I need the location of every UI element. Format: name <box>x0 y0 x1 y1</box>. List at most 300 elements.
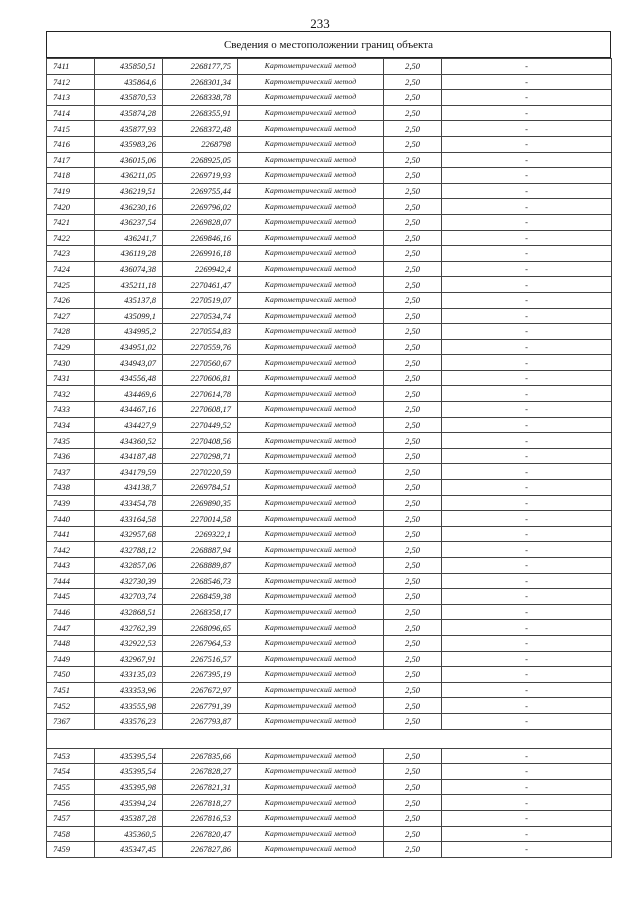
method-cell: Картометрический метод <box>238 511 384 527</box>
point-number-cell: 7447 <box>47 620 95 636</box>
note-cell: - <box>442 748 612 764</box>
table-row <box>47 152 612 168</box>
method-cell: Картометрический метод <box>238 152 384 168</box>
x-coordinate-cell: 434360,52 <box>95 433 163 449</box>
x-coordinate-cell: 435099,1 <box>95 308 163 324</box>
method-cell: Картометрический метод <box>238 230 384 246</box>
note-cell: - <box>442 355 612 371</box>
point-number-cell: 7418 <box>47 168 95 184</box>
table-row <box>47 713 612 729</box>
method-cell: Картометрический метод <box>238 168 384 184</box>
precision-cell: 2,50 <box>384 168 442 184</box>
table-row <box>47 324 612 340</box>
precision-cell: 2,50 <box>384 386 442 402</box>
point-number-cell: 7429 <box>47 339 95 355</box>
y-coordinate-cell: 2267395,19 <box>163 667 238 683</box>
precision-cell: 2,50 <box>384 59 442 75</box>
point-number-cell: 7444 <box>47 573 95 589</box>
table-row <box>47 464 612 480</box>
y-coordinate-cell: 2270560,67 <box>163 355 238 371</box>
note-cell: - <box>442 90 612 106</box>
point-number-cell: 7448 <box>47 635 95 651</box>
note-cell: - <box>442 810 612 826</box>
point-number-cell: 7367 <box>47 713 95 729</box>
point-number-cell: 7420 <box>47 199 95 215</box>
method-cell: Картометрический метод <box>238 136 384 152</box>
y-coordinate-cell: 2267816,53 <box>163 810 238 826</box>
y-coordinate-cell: 2270298,71 <box>163 448 238 464</box>
point-number-cell: 7436 <box>47 448 95 464</box>
method-cell: Картометрический метод <box>238 779 384 795</box>
x-coordinate-cell: 435395,54 <box>95 748 163 764</box>
y-coordinate-cell: 2268887,94 <box>163 542 238 558</box>
method-cell: Картометрический метод <box>238 526 384 542</box>
point-number-cell: 7435 <box>47 433 95 449</box>
table-row <box>47 90 612 106</box>
method-cell: Картометрический метод <box>238 542 384 558</box>
point-number-cell: 7428 <box>47 324 95 340</box>
x-coordinate-cell: 432857,06 <box>95 558 163 574</box>
y-coordinate-cell: 2268355,91 <box>163 105 238 121</box>
method-cell: Картометрический метод <box>238 105 384 121</box>
table-row <box>47 136 612 152</box>
table-row <box>47 842 612 858</box>
x-coordinate-cell: 434995,2 <box>95 324 163 340</box>
note-cell: - <box>442 370 612 386</box>
y-coordinate-cell: 2268546,73 <box>163 573 238 589</box>
table-row <box>47 748 612 764</box>
y-coordinate-cell: 2268338,78 <box>163 90 238 106</box>
y-coordinate-cell: 2270408,56 <box>163 433 238 449</box>
precision-cell: 2,50 <box>384 573 442 589</box>
x-coordinate-cell: 432762,39 <box>95 620 163 636</box>
method-cell: Картометрический метод <box>238 764 384 780</box>
y-coordinate-cell: 2269796,02 <box>163 199 238 215</box>
precision-cell: 2,50 <box>384 433 442 449</box>
x-coordinate-cell: 435864,6 <box>95 74 163 90</box>
note-cell: - <box>442 230 612 246</box>
method-cell: Картометрический метод <box>238 417 384 433</box>
note-cell: - <box>442 511 612 527</box>
precision-cell: 2,50 <box>384 417 442 433</box>
x-coordinate-cell: 433135,03 <box>95 667 163 683</box>
method-cell: Картометрический метод <box>238 370 384 386</box>
x-coordinate-cell: 433555,98 <box>95 698 163 714</box>
point-number-cell: 7433 <box>47 402 95 418</box>
method-cell: Картометрический метод <box>238 324 384 340</box>
point-number-cell: 7459 <box>47 842 95 858</box>
note-cell: - <box>442 386 612 402</box>
note-cell: - <box>442 651 612 667</box>
x-coordinate-cell: 435850,51 <box>95 59 163 75</box>
table-gap <box>47 729 612 748</box>
table-row <box>47 370 612 386</box>
y-coordinate-cell: 2270559,76 <box>163 339 238 355</box>
precision-cell: 2,50 <box>384 121 442 137</box>
note-cell: - <box>442 74 612 90</box>
x-coordinate-cell: 434951,02 <box>95 339 163 355</box>
point-number-cell: 7413 <box>47 90 95 106</box>
table-row <box>47 480 612 496</box>
method-cell: Картометрический метод <box>238 620 384 636</box>
x-coordinate-cell: 435394,24 <box>95 795 163 811</box>
table-row <box>47 433 612 449</box>
y-coordinate-cell: 2267964,53 <box>163 635 238 651</box>
method-cell: Картометрический метод <box>238 402 384 418</box>
precision-cell: 2,50 <box>384 183 442 199</box>
note-cell: - <box>442 433 612 449</box>
point-number-cell: 7425 <box>47 277 95 293</box>
table-row <box>47 402 612 418</box>
method-cell: Картометрический метод <box>238 795 384 811</box>
y-coordinate-cell: 2268798 <box>163 136 238 152</box>
precision-cell: 2,50 <box>384 842 442 858</box>
precision-cell: 2,50 <box>384 511 442 527</box>
note-cell: - <box>442 105 612 121</box>
x-coordinate-cell: 434556,48 <box>95 370 163 386</box>
point-number-cell: 7412 <box>47 74 95 90</box>
x-coordinate-cell: 435395,98 <box>95 779 163 795</box>
precision-cell: 2,50 <box>384 370 442 386</box>
y-coordinate-cell: 2267820,47 <box>163 826 238 842</box>
precision-cell: 2,50 <box>384 277 442 293</box>
precision-cell: 2,50 <box>384 495 442 511</box>
note-cell: - <box>442 795 612 811</box>
y-coordinate-cell: 2268096,65 <box>163 620 238 636</box>
y-coordinate-cell: 2269890,35 <box>163 495 238 511</box>
table-row <box>47 214 612 230</box>
y-coordinate-cell: 2269719,93 <box>163 168 238 184</box>
note-cell: - <box>442 842 612 858</box>
point-number-cell: 7456 <box>47 795 95 811</box>
precision-cell: 2,50 <box>384 542 442 558</box>
x-coordinate-cell: 436119,28 <box>95 246 163 262</box>
note-cell: - <box>442 292 612 308</box>
y-coordinate-cell: 2268889,87 <box>163 558 238 574</box>
table-row <box>47 779 612 795</box>
precision-cell: 2,50 <box>384 604 442 620</box>
note-cell: - <box>442 826 612 842</box>
table-row <box>47 620 612 636</box>
point-number-cell: 7430 <box>47 355 95 371</box>
table-row <box>47 698 612 714</box>
precision-cell: 2,50 <box>384 246 442 262</box>
method-cell: Картометрический метод <box>238 604 384 620</box>
precision-cell: 2,50 <box>384 667 442 683</box>
method-cell: Картометрический метод <box>238 433 384 449</box>
precision-cell: 2,50 <box>384 292 442 308</box>
x-coordinate-cell: 434427,9 <box>95 417 163 433</box>
method-cell: Картометрический метод <box>238 214 384 230</box>
method-cell: Картометрический метод <box>238 90 384 106</box>
table-row <box>47 121 612 137</box>
coordinates-table <box>46 58 612 858</box>
y-coordinate-cell: 2269942,4 <box>163 261 238 277</box>
y-coordinate-cell: 2268925,05 <box>163 152 238 168</box>
point-number-cell: 7455 <box>47 779 95 795</box>
note-cell: - <box>442 152 612 168</box>
table-row <box>47 495 612 511</box>
point-number-cell: 7417 <box>47 152 95 168</box>
note-cell: - <box>442 526 612 542</box>
y-coordinate-cell: 2270608,17 <box>163 402 238 418</box>
gap-cell <box>47 729 612 748</box>
x-coordinate-cell: 433164,58 <box>95 511 163 527</box>
y-coordinate-cell: 2267672,97 <box>163 682 238 698</box>
note-cell: - <box>442 199 612 215</box>
x-coordinate-cell: 435347,45 <box>95 842 163 858</box>
point-number-cell: 7449 <box>47 651 95 667</box>
x-coordinate-cell: 434943,07 <box>95 355 163 371</box>
precision-cell: 2,50 <box>384 651 442 667</box>
method-cell: Картометрический метод <box>238 682 384 698</box>
y-coordinate-cell: 2270014,58 <box>163 511 238 527</box>
precision-cell: 2,50 <box>384 682 442 698</box>
note-cell: - <box>442 620 612 636</box>
method-cell: Картометрический метод <box>238 59 384 75</box>
y-coordinate-cell: 2270606,81 <box>163 370 238 386</box>
x-coordinate-cell: 432922,53 <box>95 635 163 651</box>
page-number: 233 <box>310 16 330 31</box>
coordinates-sheet <box>46 31 611 858</box>
x-coordinate-cell: 435870,53 <box>95 90 163 106</box>
table-row <box>47 308 612 324</box>
x-coordinate-cell: 436230,16 <box>95 199 163 215</box>
x-coordinate-cell: 435211,18 <box>95 277 163 293</box>
x-coordinate-cell: 435395,54 <box>95 764 163 780</box>
note-cell: - <box>442 464 612 480</box>
precision-cell: 2,50 <box>384 324 442 340</box>
table-row <box>47 277 612 293</box>
x-coordinate-cell: 433454,78 <box>95 495 163 511</box>
table-row <box>47 199 612 215</box>
point-number-cell: 7434 <box>47 417 95 433</box>
precision-cell: 2,50 <box>384 214 442 230</box>
point-number-cell: 7414 <box>47 105 95 121</box>
precision-cell: 2,50 <box>384 308 442 324</box>
x-coordinate-cell: 432868,51 <box>95 604 163 620</box>
precision-cell: 2,50 <box>384 464 442 480</box>
note-cell: - <box>442 121 612 137</box>
method-cell: Картометрический метод <box>238 292 384 308</box>
table-row <box>47 448 612 464</box>
note-cell: - <box>442 495 612 511</box>
x-coordinate-cell: 435137,8 <box>95 292 163 308</box>
note-cell: - <box>442 480 612 496</box>
point-number-cell: 7427 <box>47 308 95 324</box>
y-coordinate-cell: 2269828,07 <box>163 214 238 230</box>
table-row <box>47 168 612 184</box>
x-coordinate-cell: 436241,7 <box>95 230 163 246</box>
method-cell: Картометрический метод <box>238 713 384 729</box>
y-coordinate-cell: 2267793,87 <box>163 713 238 729</box>
note-cell: - <box>442 573 612 589</box>
x-coordinate-cell: 432730,39 <box>95 573 163 589</box>
point-number-cell: 7432 <box>47 386 95 402</box>
method-cell: Картометрический метод <box>238 826 384 842</box>
precision-cell: 2,50 <box>384 355 442 371</box>
precision-cell: 2,50 <box>384 230 442 246</box>
table-body-first-contour <box>47 59 612 730</box>
precision-cell: 2,50 <box>384 526 442 542</box>
table-row <box>47 105 612 121</box>
method-cell: Картометрический метод <box>238 448 384 464</box>
method-cell: Картометрический метод <box>238 386 384 402</box>
point-number-cell: 7440 <box>47 511 95 527</box>
note-cell: - <box>442 183 612 199</box>
y-coordinate-cell: 2268301,34 <box>163 74 238 90</box>
table-row <box>47 604 612 620</box>
note-cell: - <box>442 277 612 293</box>
precision-cell: 2,50 <box>384 795 442 811</box>
point-number-cell: 7450 <box>47 667 95 683</box>
precision-cell: 2,50 <box>384 826 442 842</box>
x-coordinate-cell: 436015,06 <box>95 152 163 168</box>
x-coordinate-cell: 433353,96 <box>95 682 163 698</box>
point-number-cell: 7431 <box>47 370 95 386</box>
method-cell: Картометрический метод <box>238 651 384 667</box>
y-coordinate-cell: 2269846,16 <box>163 230 238 246</box>
point-number-cell: 7445 <box>47 589 95 605</box>
table-title: Сведения о местоположении границ объекта <box>46 31 611 58</box>
method-cell: Картометрический метод <box>238 480 384 496</box>
note-cell: - <box>442 402 612 418</box>
y-coordinate-cell: 2270614,78 <box>163 386 238 402</box>
precision-cell: 2,50 <box>384 748 442 764</box>
method-cell: Картометрический метод <box>238 246 384 262</box>
precision-cell: 2,50 <box>384 620 442 636</box>
point-number-cell: 7424 <box>47 261 95 277</box>
table-row <box>47 795 612 811</box>
point-number-cell: 7426 <box>47 292 95 308</box>
precision-cell: 2,50 <box>384 199 442 215</box>
method-cell: Картометрический метод <box>238 495 384 511</box>
note-cell: - <box>442 698 612 714</box>
point-number-cell: 7446 <box>47 604 95 620</box>
point-number-cell: 7439 <box>47 495 95 511</box>
precision-cell: 2,50 <box>384 152 442 168</box>
note-cell: - <box>442 779 612 795</box>
x-coordinate-cell: 436211,05 <box>95 168 163 184</box>
table-row <box>47 183 612 199</box>
method-cell: Картометрический метод <box>238 667 384 683</box>
y-coordinate-cell: 2268358,17 <box>163 604 238 620</box>
x-coordinate-cell: 436074,38 <box>95 261 163 277</box>
y-coordinate-cell: 2270461,47 <box>163 277 238 293</box>
y-coordinate-cell: 2267835,66 <box>163 748 238 764</box>
table-row <box>47 542 612 558</box>
method-cell: Картометрический метод <box>238 558 384 574</box>
precision-cell: 2,50 <box>384 402 442 418</box>
precision-cell: 2,50 <box>384 764 442 780</box>
table-row <box>47 682 612 698</box>
x-coordinate-cell: 433576,23 <box>95 713 163 729</box>
note-cell: - <box>442 214 612 230</box>
note-cell: - <box>442 246 612 262</box>
y-coordinate-cell: 2270519,07 <box>163 292 238 308</box>
precision-cell: 2,50 <box>384 74 442 90</box>
table-row <box>47 589 612 605</box>
precision-cell: 2,50 <box>384 810 442 826</box>
y-coordinate-cell: 2267818,27 <box>163 795 238 811</box>
point-number-cell: 7452 <box>47 698 95 714</box>
note-cell: - <box>442 764 612 780</box>
precision-cell: 2,50 <box>384 480 442 496</box>
y-coordinate-cell: 2269916,18 <box>163 246 238 262</box>
x-coordinate-cell: 434469,6 <box>95 386 163 402</box>
y-coordinate-cell: 2270554,83 <box>163 324 238 340</box>
precision-cell: 2,50 <box>384 136 442 152</box>
method-cell: Картометрический метод <box>238 308 384 324</box>
method-cell: Картометрический метод <box>238 199 384 215</box>
y-coordinate-cell: 2269784,51 <box>163 480 238 496</box>
method-cell: Картометрический метод <box>238 261 384 277</box>
method-cell: Картометрический метод <box>238 635 384 651</box>
precision-cell: 2,50 <box>384 90 442 106</box>
method-cell: Картометрический метод <box>238 573 384 589</box>
note-cell: - <box>442 308 612 324</box>
method-cell: Картометрический метод <box>238 698 384 714</box>
y-coordinate-cell: 2269755,44 <box>163 183 238 199</box>
method-cell: Картометрический метод <box>238 183 384 199</box>
x-coordinate-cell: 434179,59 <box>95 464 163 480</box>
table-body-second-contour <box>47 748 612 857</box>
x-coordinate-cell: 432957,68 <box>95 526 163 542</box>
table-row <box>47 230 612 246</box>
x-coordinate-cell: 436219,51 <box>95 183 163 199</box>
precision-cell: 2,50 <box>384 698 442 714</box>
table-row <box>47 59 612 75</box>
point-number-cell: 7441 <box>47 526 95 542</box>
table-row <box>47 526 612 542</box>
table-row <box>47 386 612 402</box>
note-cell: - <box>442 635 612 651</box>
note-cell: - <box>442 168 612 184</box>
point-number-cell: 7419 <box>47 183 95 199</box>
note-cell: - <box>442 59 612 75</box>
table-row <box>47 511 612 527</box>
x-coordinate-cell: 435387,28 <box>95 810 163 826</box>
x-coordinate-cell: 434138,7 <box>95 480 163 496</box>
precision-cell: 2,50 <box>384 261 442 277</box>
point-number-cell: 7437 <box>47 464 95 480</box>
y-coordinate-cell: 2270220,59 <box>163 464 238 480</box>
precision-cell: 2,50 <box>384 105 442 121</box>
y-coordinate-cell: 2267791,39 <box>163 698 238 714</box>
table-row <box>47 573 612 589</box>
precision-cell: 2,50 <box>384 713 442 729</box>
note-cell: - <box>442 324 612 340</box>
y-coordinate-cell: 2267828,27 <box>163 764 238 780</box>
y-coordinate-cell: 2270449,52 <box>163 417 238 433</box>
table-row <box>47 635 612 651</box>
table-row <box>47 810 612 826</box>
note-cell: - <box>442 604 612 620</box>
y-coordinate-cell: 2268459,38 <box>163 589 238 605</box>
point-number-cell: 7423 <box>47 246 95 262</box>
x-coordinate-cell: 434467,16 <box>95 402 163 418</box>
y-coordinate-cell: 2269322,1 <box>163 526 238 542</box>
note-cell: - <box>442 261 612 277</box>
table-row <box>47 826 612 842</box>
table-row <box>47 339 612 355</box>
point-number-cell: 7453 <box>47 748 95 764</box>
table-row <box>47 355 612 371</box>
point-number-cell: 7438 <box>47 480 95 496</box>
method-cell: Картометрический метод <box>238 339 384 355</box>
table-row <box>47 261 612 277</box>
gap-row <box>47 729 612 748</box>
